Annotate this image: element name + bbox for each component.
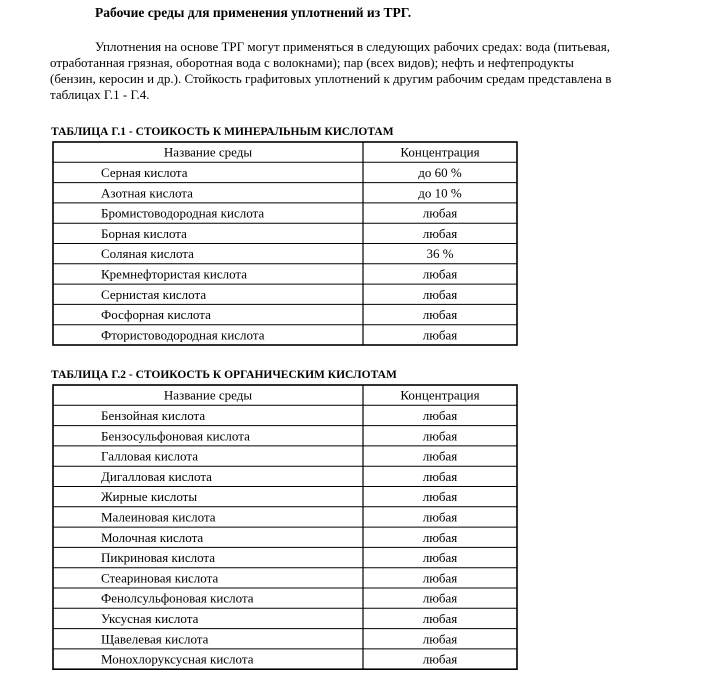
medium-name-cell: Молочная кислота [101, 529, 204, 545]
medium-name-cell: Бензосульфоновая кислота [101, 428, 250, 444]
header-concentration-cell: Концентрация [400, 387, 480, 403]
table-row [101, 591, 457, 606]
medium-name-cell: Соляная кислота [101, 246, 194, 262]
medium-name-cell: Фенолсульфоновая кислота [101, 590, 254, 606]
medium-name-cell: Пикриновая кислота [101, 550, 216, 566]
table-row [101, 165, 462, 180]
table-header-row [164, 388, 480, 403]
concentration-cell: любая [422, 631, 458, 647]
concentration-cell: любая [422, 307, 458, 323]
table-row [101, 246, 454, 261]
table-header-row [164, 145, 480, 160]
concentration-cell: любая [422, 489, 458, 505]
table-row [101, 570, 457, 585]
concentration-cell: любая [422, 205, 458, 221]
concentration-cell: любая [422, 327, 458, 343]
table-row [101, 287, 457, 302]
concentration-cell: до 60 % [418, 164, 462, 180]
concentration-cell: любая [422, 509, 458, 525]
table-row [101, 266, 457, 281]
table-g1-mineral-acids [53, 142, 517, 345]
concentration-cell: любая [422, 266, 458, 282]
medium-name-cell: Галловая кислота [101, 448, 198, 464]
table-row [101, 509, 457, 524]
table-row [101, 469, 457, 484]
medium-name-cell: Фтористоводородная кислота [101, 327, 265, 343]
medium-name-cell: Малеиновая кислота [101, 509, 216, 525]
header-concentration-cell: Концентрация [400, 144, 480, 160]
table-row [101, 327, 457, 342]
intro-line: отработанная грязная, оборотная вода с волокнами); пар (всех видов); нефть и нефтепродукты [50, 55, 574, 70]
table-row [101, 428, 457, 443]
table-row [101, 449, 457, 464]
concentration-cell: любая [422, 590, 458, 606]
medium-name-cell: Щавелевая кислота [101, 631, 209, 647]
concentration-cell: любая [422, 448, 458, 464]
medium-name-cell: Бромистоводородная кислота [101, 205, 265, 221]
table-row [101, 489, 457, 504]
header-name-cell: Название среды [163, 144, 253, 160]
medium-name-cell: Сернистая кислота [101, 286, 207, 302]
medium-name-cell: Стеариновая кислота [101, 570, 219, 586]
table-row [101, 206, 457, 221]
table-g2-caption: ТАБЛИЦА Г.2 - СТОИКОСТЬ К ОРГАНИЧЕСКИМ КИСЛОТАМ [51, 369, 397, 381]
concentration-cell: любая [422, 529, 458, 545]
table-row [101, 226, 457, 241]
document-title: Рабочие среды для применения уплотнений из ТРГ. [95, 5, 412, 20]
table-row [101, 185, 462, 200]
header-name-cell: Название среды [163, 387, 253, 403]
table-row [101, 631, 457, 646]
concentration-cell: любая [422, 407, 458, 423]
medium-name-cell: Кремнефтористая кислота [101, 266, 248, 282]
table-row [101, 652, 457, 667]
table-row [101, 550, 457, 565]
intro-line: Уплотнения на основе ТРГ могут применяться в следующих рабочих средах: вода (питьевая, [95, 39, 610, 54]
concentration-cell: любая [422, 468, 458, 484]
table-g2-organic-acids [53, 385, 517, 669]
concentration-cell: любая [422, 651, 458, 667]
intro-line: таблицах Г.1 - Г.4. [50, 87, 150, 102]
medium-name-cell: Фосфорная кислота [101, 307, 211, 323]
medium-name-cell: Бензойная кислота [101, 407, 206, 423]
table-row [101, 408, 457, 423]
medium-name-cell: Уксусная кислота [101, 610, 199, 626]
medium-name-cell: Дигалловая кислота [101, 468, 212, 484]
table-row [101, 530, 457, 545]
table-g1-caption: ТАБЛИЦА Г.1 - СТОИКОСТЬ К МИНЕРАЛЬНЫМ КИСЛОТАМ [51, 126, 394, 138]
medium-name-cell: Жирные кислоты [101, 489, 198, 505]
concentration-cell: любая [422, 610, 458, 626]
table-row [101, 611, 457, 626]
concentration-cell: любая [422, 570, 458, 586]
concentration-cell: любая [422, 428, 458, 444]
table-row [101, 307, 457, 322]
medium-name-cell: Монохлоруксусная кислота [101, 651, 254, 667]
concentration-cell: 36 % [426, 246, 454, 262]
intro-paragraph [50, 39, 611, 102]
concentration-cell: любая [422, 286, 458, 302]
intro-line: (бензин, керосин и др.). Стойкость графитовых уплотнений к другим рабочим средам представлена в [50, 71, 612, 86]
concentration-cell: до 10 % [418, 185, 462, 201]
medium-name-cell: Борная кислота [101, 225, 187, 241]
concentration-cell: любая [422, 550, 458, 566]
medium-name-cell: Серная кислота [101, 164, 188, 180]
concentration-cell: любая [422, 225, 458, 241]
medium-name-cell: Азотная кислота [101, 185, 193, 201]
